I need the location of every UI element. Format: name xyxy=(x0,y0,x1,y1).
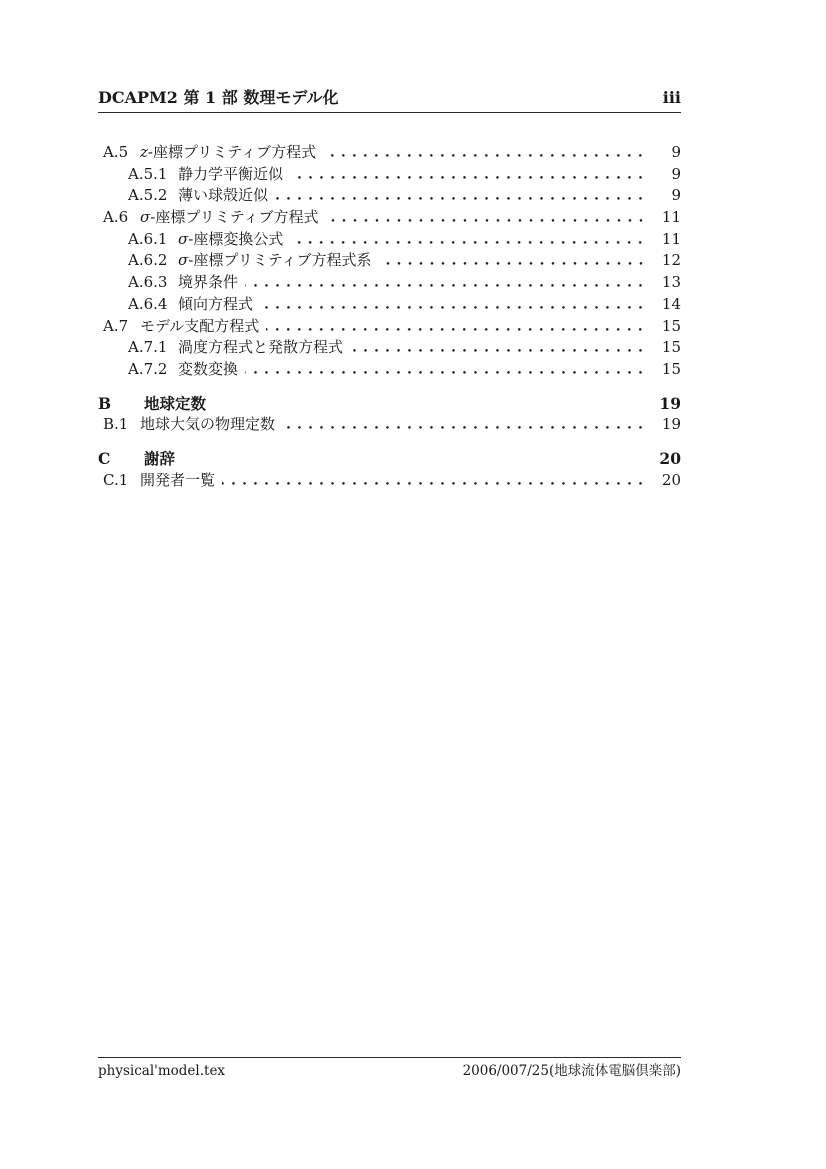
toc-entry-page: 15 xyxy=(661,316,681,335)
toc-entry-A.7.1 xyxy=(98,337,681,359)
toc-entry-page: 12 xyxy=(661,251,681,270)
toc-leader-dots xyxy=(326,219,646,222)
toc-entry-page: 15 xyxy=(661,359,681,378)
toc-entry-page: 9 xyxy=(671,143,681,161)
page-header xyxy=(98,89,681,107)
toc-leader-dots xyxy=(323,154,646,157)
toc-entry-page: 19 xyxy=(661,415,681,434)
toc-entry-number: A.5.2 xyxy=(128,186,168,205)
toc-leader-dots xyxy=(290,241,646,244)
toc-entry-number: A.6.2 xyxy=(128,251,168,270)
toc-entry-number: A.6.4 xyxy=(128,294,168,313)
toc-entry-A.5.1 xyxy=(98,164,681,186)
toc-entry-A.7 xyxy=(98,316,681,338)
toc-entry-title: 変数変換 xyxy=(178,359,239,378)
toc-entry-number: A.7.2 xyxy=(128,359,168,378)
toc-entry-C.1 xyxy=(98,470,681,492)
toc-entry-title: モデル支配方程式 xyxy=(140,316,260,335)
toc-entry-number: A.7.1 xyxy=(128,338,168,357)
header-rule xyxy=(98,112,681,113)
toc-entry-A.5 xyxy=(98,142,681,164)
toc-entry-B xyxy=(98,393,681,415)
toc-entry-number: C xyxy=(98,448,111,468)
toc-entry-page: 13 xyxy=(661,273,681,292)
toc-entry-title: 境界条件 xyxy=(178,273,239,292)
toc-entry-page: 20 xyxy=(661,470,681,489)
table-of-contents xyxy=(98,142,681,491)
toc-entry-A.6.1 xyxy=(98,229,681,251)
header-title: DCAPM2 第 1 部 数理モデル化 xyxy=(98,88,339,107)
toc-entry-A.5.2 xyxy=(98,185,681,207)
toc-entry-title: 渦度方程式と発散方程式 xyxy=(178,338,344,357)
toc-leader-dots xyxy=(260,306,646,309)
toc-entry-B.1 xyxy=(98,414,681,436)
toc-entry-title: 薄い球殻近似 xyxy=(178,186,269,205)
toc-entry-page: 14 xyxy=(661,294,681,313)
toc-entry-number: C.1 xyxy=(103,470,129,489)
toc-leader-dots xyxy=(282,426,646,429)
footer-filename: physical'model.tex xyxy=(98,1063,226,1079)
footer-rule xyxy=(98,1057,681,1058)
toc-entry-page: 9 xyxy=(671,164,681,183)
toc-entry-title: 地球大気の物理定数 xyxy=(140,415,276,434)
toc-entry-number: B xyxy=(98,393,112,413)
toc-entry-page: 11 xyxy=(661,229,681,248)
toc-entry-title: z-座標プリミティブ方程式 xyxy=(140,143,317,161)
toc-entry-title: 傾向方程式 xyxy=(178,294,254,313)
toc-entry-title: 謝辞 xyxy=(144,448,176,468)
toc-entry-number: A.6 xyxy=(103,208,129,227)
footer-date: 2006/007/25(地球流体電脳倶楽部) xyxy=(462,1063,681,1079)
toc-entry-A.6 xyxy=(98,207,681,229)
header-page-number: iii xyxy=(662,88,681,107)
toc-entry-number: A.6.3 xyxy=(128,273,168,292)
toc-leader-dots xyxy=(290,176,646,179)
toc-entry-title: σ-座標変換公式 xyxy=(178,229,284,248)
page-footer xyxy=(98,1062,681,1080)
toc-entry-number: B.1 xyxy=(103,415,129,434)
toc-entry-page: 20 xyxy=(659,448,681,468)
toc-entry-number: A.5 xyxy=(103,143,129,161)
toc-leader-dots xyxy=(275,197,646,200)
toc-entry-number: A.7 xyxy=(103,316,129,335)
toc-entry-C xyxy=(98,448,681,470)
toc-entry-page: 11 xyxy=(661,208,681,227)
toc-leader-dots xyxy=(245,284,646,287)
toc-entry-A.7.2 xyxy=(98,359,681,381)
toc-entry-title: 静力学平衡近似 xyxy=(178,164,284,183)
toc-entry-title: σ-座標プリミティブ方程式系 xyxy=(178,251,372,270)
toc-entry-A.6.4 xyxy=(98,294,681,316)
toc-entry-A.6.3 xyxy=(98,272,681,294)
toc-leader-dots xyxy=(350,349,646,352)
toc-entry-page: 9 xyxy=(671,186,681,205)
toc-entry-title: σ-座標プリミティブ方程式 xyxy=(140,208,319,227)
toc-entry-page: 15 xyxy=(661,338,681,357)
toc-leader-dots xyxy=(379,262,646,265)
toc-entry-title: 地球定数 xyxy=(144,393,207,413)
toc-leader-dots xyxy=(245,371,646,374)
toc-leader-dots xyxy=(266,328,646,331)
toc-entry-number: A.6.1 xyxy=(128,229,168,248)
toc-entry-A.6.2 xyxy=(98,250,681,272)
toc-entry-number: A.5.1 xyxy=(128,164,168,183)
toc-entry-page: 19 xyxy=(659,393,681,413)
toc-entry-title: 開発者一覧 xyxy=(140,470,216,489)
toc-leader-dots xyxy=(222,482,646,485)
